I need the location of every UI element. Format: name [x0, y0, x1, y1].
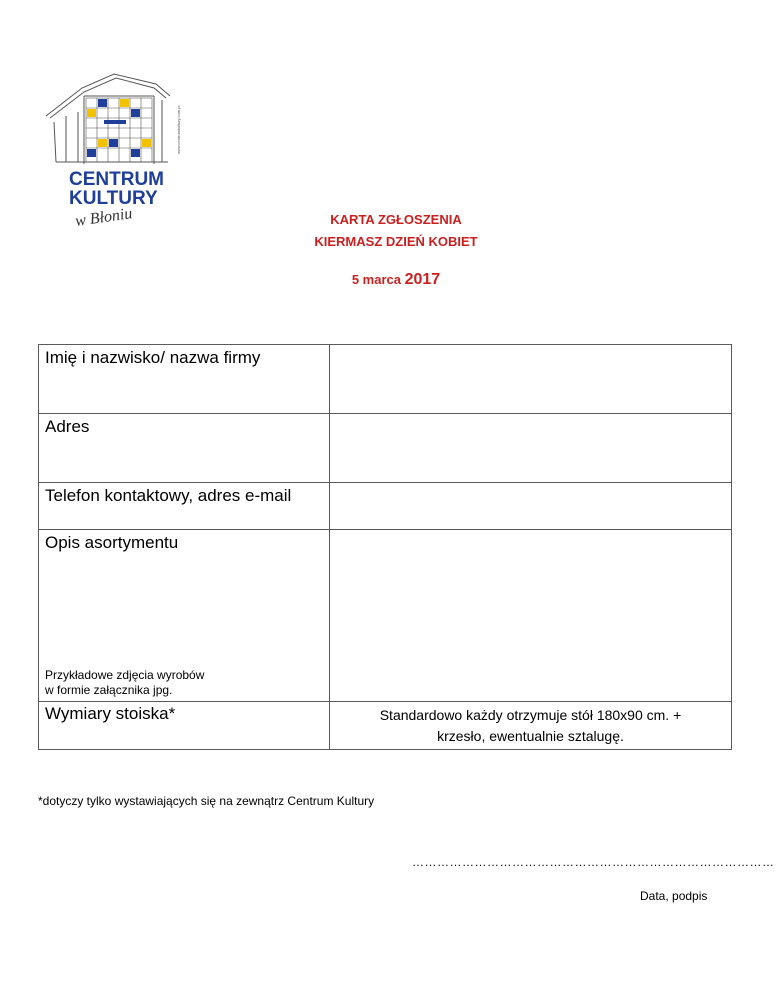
building-sign [104, 120, 126, 124]
footnote: *dotyczy tylko wystawiających się na zewnątrz Centrum Kultury [38, 794, 375, 808]
photos-note-line1: Przykładowe zdjęcia wyrobów [45, 668, 205, 682]
stand-label: Wymiary stoiska* [45, 704, 176, 723]
logo-line1: CENTRUM [69, 169, 164, 190]
photos-note-line2: w formie załącznika jpg. [45, 683, 173, 697]
application-form-table [38, 344, 732, 750]
form-title: KARTA ZGŁOSZENIA [330, 212, 462, 227]
centrum-kultury-logo [44, 66, 180, 232]
address-label: Adres [45, 417, 90, 436]
address-label-cell [39, 414, 330, 483]
name-label: Imię i nazwisko/ nazwa firmy [45, 348, 261, 367]
assortment-label: Opis asortymentu [45, 533, 179, 552]
contact-input-cell[interactable] [330, 483, 732, 530]
stand-value-cell [330, 702, 732, 750]
name-label-cell [39, 345, 330, 414]
address-input-cell[interactable] [330, 414, 732, 483]
logo-line3: w Błoniu [74, 205, 134, 230]
stand-label-cell [39, 702, 330, 750]
event-date [12, 271, 780, 289]
assortment-input-cell[interactable] [330, 530, 732, 702]
event-date-day: 5 marca [351, 272, 401, 287]
contact-label: Telefon kontaktowy, adres e-mail [45, 486, 292, 505]
name-input-cell[interactable] [330, 345, 732, 414]
contact-label-cell [39, 483, 330, 530]
logo-url: www.centrumkultury.com.pl [176, 105, 181, 154]
logo-line2: KULTURY [69, 188, 158, 209]
event-name: KIERMASZ DZIEŃ KOBIET [314, 234, 478, 249]
event-date-year: 2017 [404, 271, 441, 288]
stand-value-line1: Standardowo każdy otrzymuje stół 180x90 cm. + [379, 707, 682, 723]
signature-label: Data, podpis [640, 889, 708, 903]
signature-line: …………………………………………………………………………… [412, 855, 775, 869]
assortment-label-cell [39, 530, 330, 702]
stand-value-line2: krzesło, ewentualnie sztalugę. [437, 728, 624, 744]
